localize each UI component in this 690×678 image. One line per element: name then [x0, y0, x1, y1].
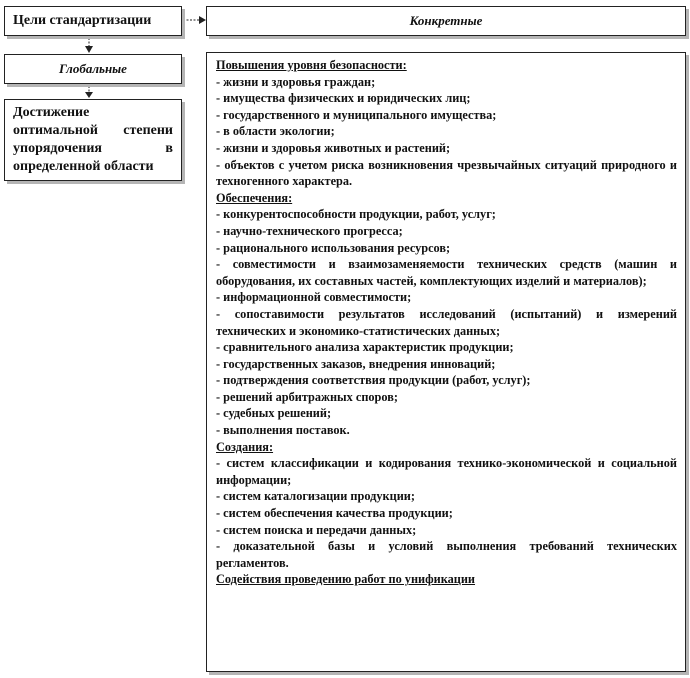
section-heading-creation: Создания: — [216, 439, 274, 454]
list-item: - жизни и здоровья животных и растений; — [216, 140, 451, 155]
list-item: - систем классификации и кодирования технико-экономической и социальной информации; — [216, 456, 677, 487]
list-item: - рационального использования ресурсов; — [216, 240, 451, 255]
achievement-line: упорядочения в — [13, 141, 173, 156]
list-item: - совместимости и взаимозаменяемости технических средств (машин и оборудования, их составных частей, комплектующих изделий и материалов); — [216, 257, 677, 288]
specific-goals-box — [206, 6, 686, 36]
list-item: - конкурентоспособности продукции, работ, услуг; — [216, 207, 496, 222]
specific-goals-content — [206, 52, 686, 672]
list-item: - судебных решений; — [216, 406, 332, 421]
list-item: - имущества физических и юридических лиц; — [216, 91, 471, 106]
list-item: - сопоставимости результатов исследований (испытаний) и измерений технических и экономико-статистических данных; — [216, 306, 677, 338]
section-heading-unification: Содействия проведению работ по унификации — [216, 572, 476, 587]
achievement-box — [4, 99, 182, 181]
list-item: - государственных заказов, внедрения инноваций; — [216, 356, 496, 371]
achievement-line: оптимальной степени — [13, 123, 173, 138]
list-item: - сравнительного анализа характеристик продукции; — [216, 340, 514, 355]
specific-label: Конкретные — [409, 13, 483, 28]
list-item: - выполнения поставок. — [216, 423, 350, 438]
goals-title: Цели стандартизации — [13, 13, 152, 28]
list-item: - жизни и здоровья граждан; — [216, 74, 376, 89]
list-item: - систем обеспечения качества продукции; — [216, 506, 453, 521]
arrowhead-right — [199, 16, 206, 24]
global-goals-box — [4, 54, 182, 84]
achievement-line: Достижение — [13, 105, 90, 120]
list-item: - объектов с учетом риска возникновения чрезвычайных ситуаций природного и техногенного характера. — [216, 157, 677, 189]
list-item: - научно-технического прогресса; — [216, 223, 403, 238]
arrowhead-down — [85, 46, 93, 53]
list-item: - систем поиска и передачи данных; — [216, 522, 417, 537]
achievement-line: определенной области — [13, 159, 154, 174]
section-heading-safety: Повышения уровня безопасности: — [216, 58, 407, 72]
list-item: - государственного и муниципального имущества; — [216, 107, 497, 122]
section-heading-provision: Обеспечения: — [216, 190, 293, 205]
list-item: - систем каталогизации продукции; — [216, 489, 415, 504]
list-item: - подтверждения соответствия продукции (работ, услуг); — [216, 373, 531, 388]
list-item: - доказательной базы и условий выполнения требований технических регламентов. — [216, 539, 677, 570]
list-item: - решений арбитражных споров; — [216, 389, 398, 404]
arrowhead-down — [85, 92, 93, 98]
standardization-goals-box — [4, 6, 182, 36]
list-item: - в области экологии; — [216, 124, 335, 139]
global-label: Глобальные — [59, 61, 127, 76]
list-item: - информационной совместимости; — [216, 290, 412, 305]
